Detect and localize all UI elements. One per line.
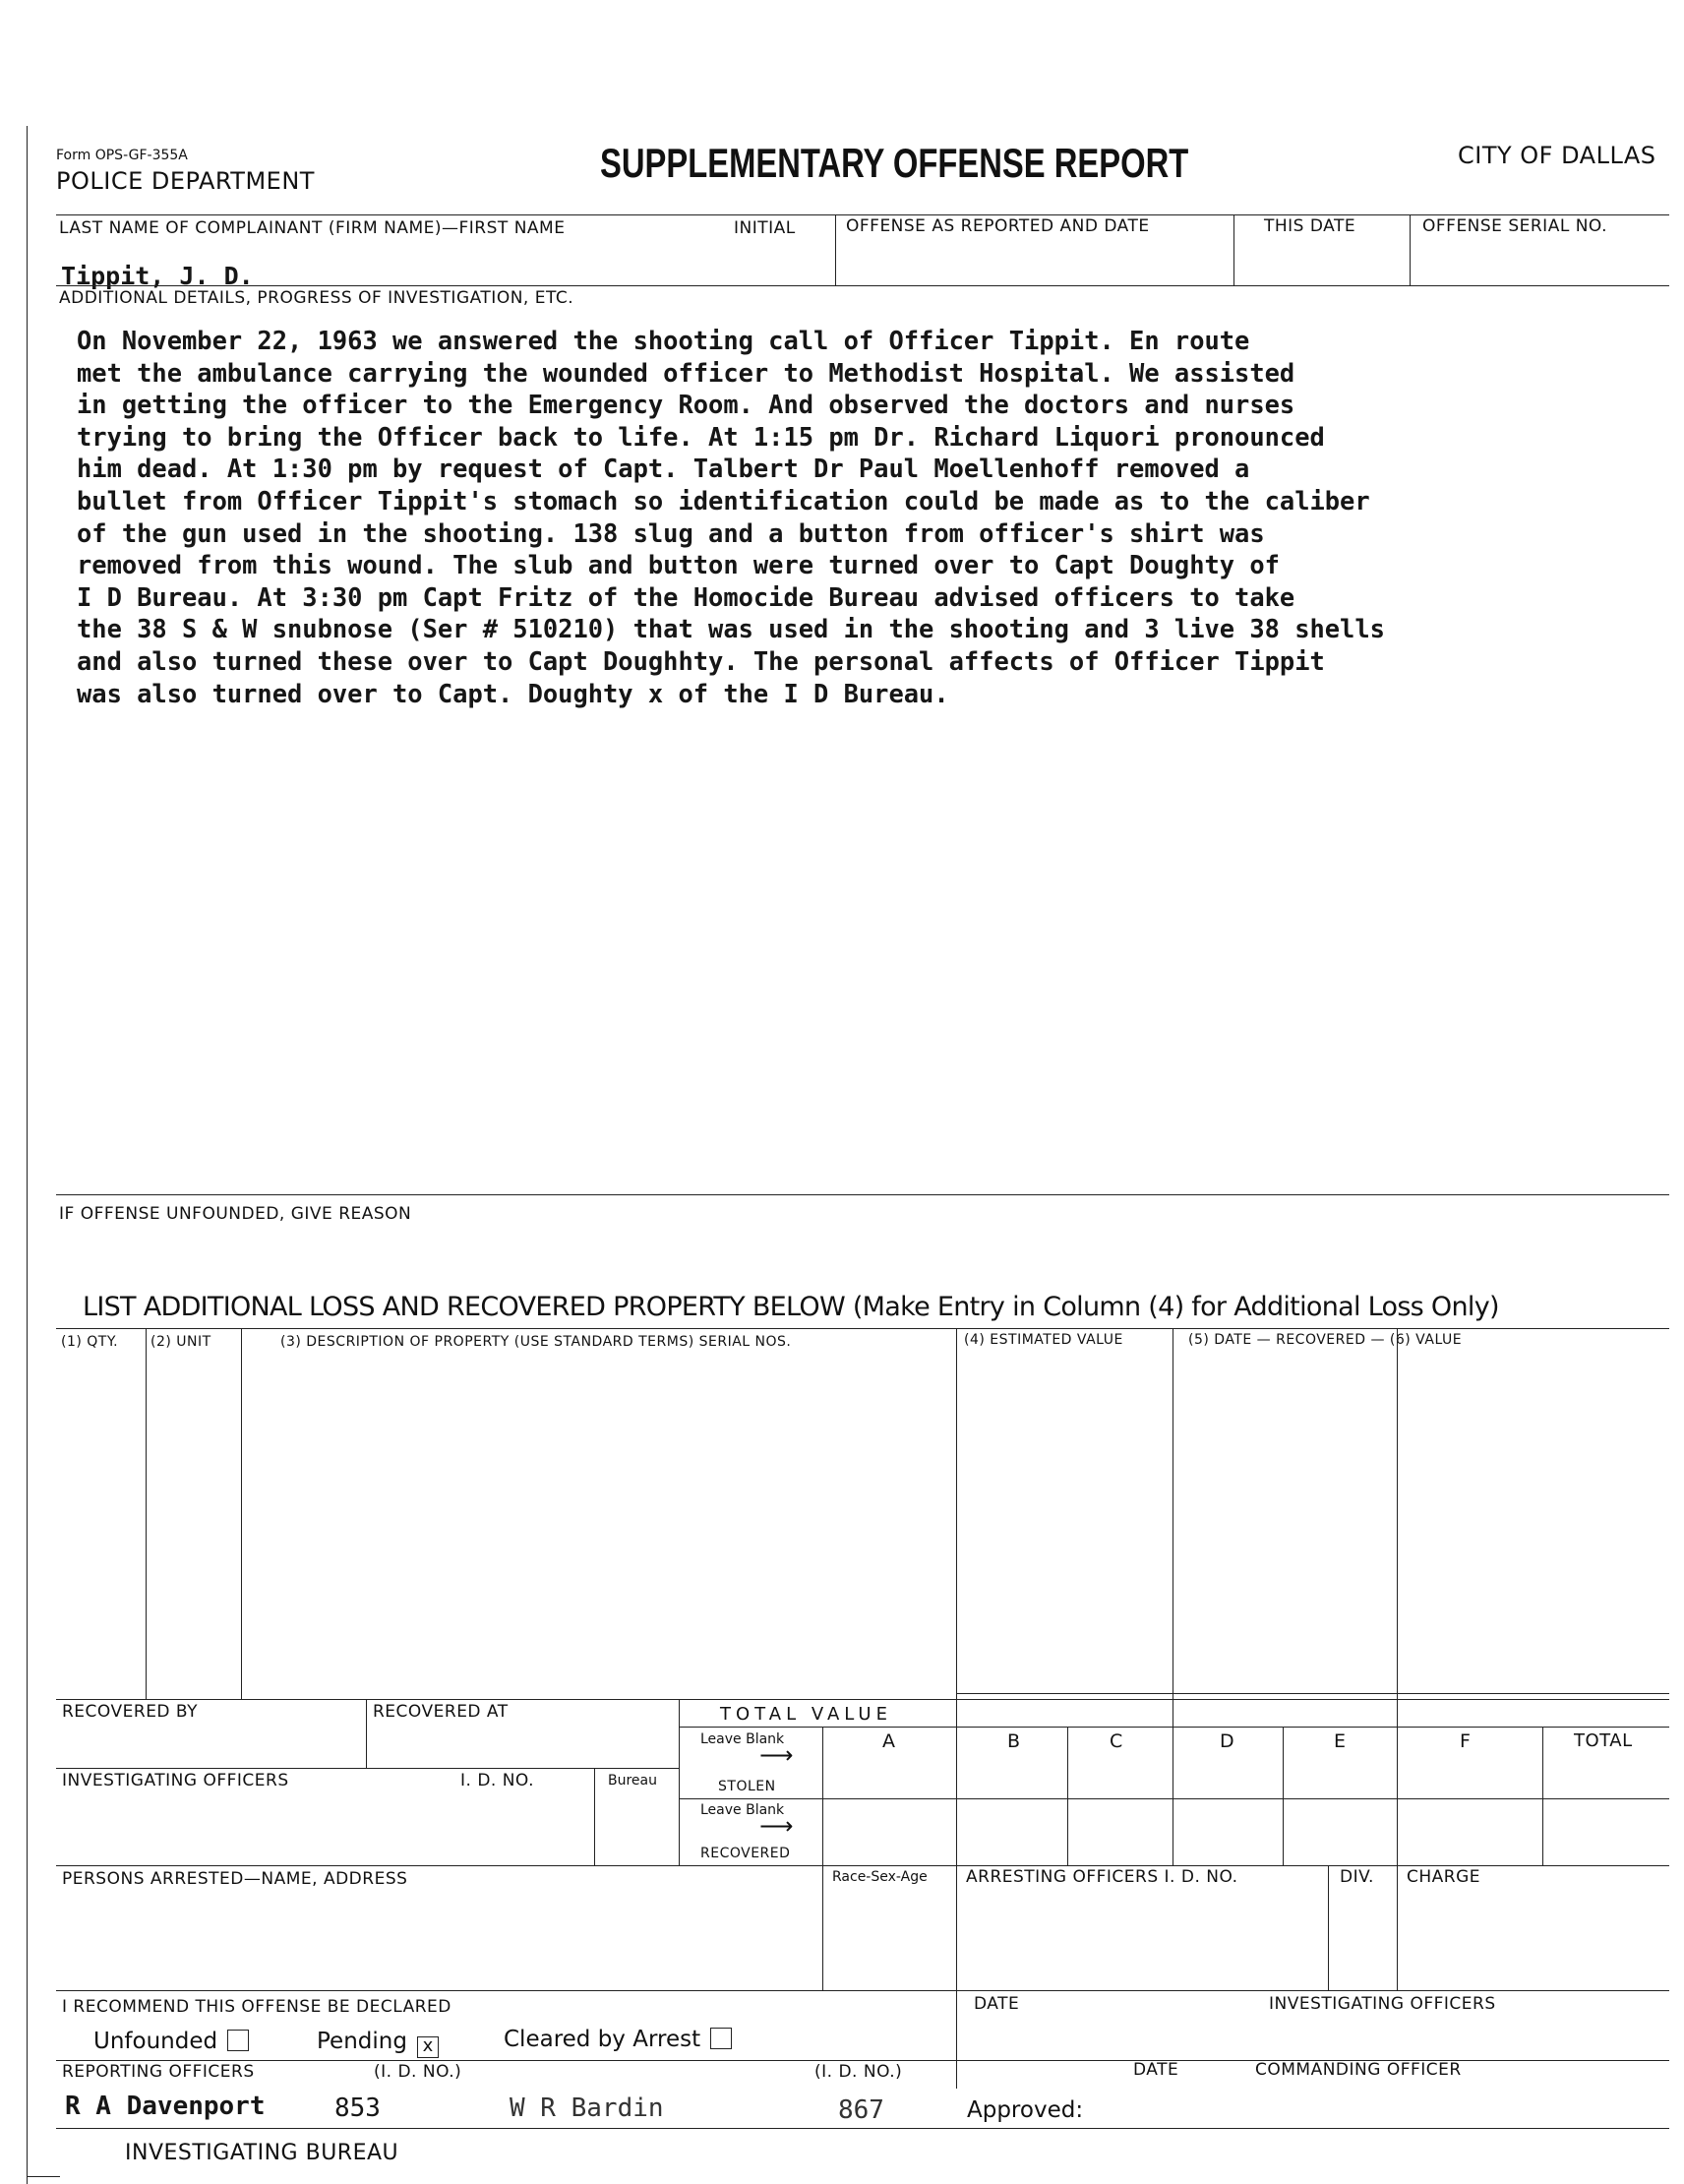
leave-blank-recovered: Leave Blank [700,1802,785,1818]
recovered-arrow: ⟶ [759,1812,794,1840]
recovered-by-label: RECOVERED BY [62,1702,199,1722]
narrative-line: of the gun used in the shooting. 138 slug and a button from officer's shirt was [77,517,1265,548]
stolen-arrow: ⟶ [759,1741,794,1769]
investigating-officers-label: INVESTIGATING OFFICERS [62,1771,289,1790]
pending-option[interactable] [317,2029,439,2058]
rule-rsa-left [822,1865,823,1990]
letter-a: A [882,1730,896,1752]
rule-leftblock-right [679,1699,680,1865]
rule-property-bottom [56,1699,1669,1700]
rule-letter-ef [1397,1693,1398,1865]
narrative-line: I D Bureau. At 3:30 pm Capt Fritz of the Homocide Bureau advised officers to take [77,581,1295,612]
rule-col-unit [241,1328,242,1699]
recommend-inv-officers-label: INVESTIGATING OFFICERS [1269,1994,1496,2014]
cleared-checkbox[interactable] [710,2028,732,2049]
persons-arrested-label: PERSONS ARRESTED—NAME, ADDRESS [62,1869,408,1889]
rule-charge-left [1397,1865,1398,1990]
rule-recovered-split [366,1699,367,1768]
offense-label: OFFENSE AS REPORTED AND DATE [846,216,1150,236]
this-date-label: THIS DATE [1264,216,1356,236]
investigating-bureau-label: INVESTIGATING BUREAU [125,2141,399,2165]
rule-bureau-left [594,1768,595,1865]
id-no-label: I. D. NO. [460,1771,535,1790]
unfounded-option-label: Unfounded [93,2029,218,2054]
narrative-line: him dead. At 1:30 pm by request of Capt. Talbert Dr Paul Moellenhoff removed a [77,454,1250,484]
narrative-line: On November 22, 1963 we answered the shooting call of Officer Tippit. En route [77,326,1250,355]
complainant-value: Tippit, J. D. [61,262,254,290]
bureau-label: Bureau [608,1773,657,1789]
letter-total: TOTAL [1574,1730,1633,1751]
recommend-date-label: DATE [974,1994,1020,2014]
rule-property-top [56,1328,1669,1329]
reporting-id-1: 853 [334,2093,381,2123]
reporting-id2-label: (I. D. NO.) [814,2062,903,2082]
unfounded-option[interactable] [93,2029,249,2054]
col-qty-label: (1) QTY. [61,1334,119,1350]
rule-div-left [1328,1865,1329,1990]
reporting-id-2: 867 [838,2095,884,2125]
approved-label: Approved: [967,2097,1084,2123]
rule-footer-left [27,2176,60,2177]
narrative-line: the 38 S & W snubnose (Ser # 510210) that was used in the shooting and 3 live 38 shells [77,614,1385,644]
initial-label: INITIAL [734,218,796,238]
narrative-line: met the ambulance carrying the wounded officer to Methodist Hospital. We assisted [77,357,1295,388]
left-margin-rule [27,126,28,2184]
letter-d: D [1220,1730,1235,1752]
report-title: SUPPLEMENTARY OFFENSE REPORT [600,140,1189,186]
reporting-officer-2: W R Bardin [510,2093,664,2123]
recommend-label: I RECOMMEND THIS OFFENSE BE DECLARED [62,1997,451,2017]
arresting-officers-label: ARRESTING OFFICERS I. D. NO. [966,1867,1238,1887]
col-date-label: (5) DATE — RECOVERED — (6) VALUE [1188,1332,1463,1348]
rule-row1-top [56,214,1669,215]
city-label: CITY OF DALLAS [1458,142,1656,169]
details-narrative [77,325,1651,709]
rule-totals-sub [679,1727,956,1728]
narrative-line: bullet from Officer Tippit's stomach so identification could be made as to the caliber [77,485,1370,516]
rule-row1-bottom [56,285,1669,286]
unfounded-checkbox[interactable] [227,2030,249,2051]
rule-row1-v1 [835,214,836,285]
col-unit-label: (2) UNIT [150,1334,211,1350]
complainant-label: LAST NAME OF COMPLAINANT (FIRM NAME)—FIRST NAME [59,218,566,238]
rule-letter-ftotal [1542,1727,1543,1865]
rule-unfounded [56,1194,1669,1195]
cleared-option-label: Cleared by Arrest [504,2027,701,2052]
reporting-id1-label: (I. D. NO.) [374,2062,462,2082]
rule-stolen-row [679,1798,1669,1799]
reporting-date-label: DATE [1133,2060,1179,2080]
rule-row1-v2 [1233,214,1234,285]
rule-arresting-left [956,1865,957,2089]
rule-letter-de [1283,1727,1284,1865]
serial-label: OFFENSE SERIAL NO. [1422,216,1608,236]
col-est-label: (4) ESTIMATED VALUE [964,1332,1123,1348]
pending-option-label: Pending [317,2029,407,2054]
total-value-label: TOTAL VALUE [720,1704,892,1725]
cleared-option[interactable] [504,2027,732,2052]
rule-col-qty [146,1328,147,1699]
reporting-officer-1: R A Davenport [65,2092,266,2121]
rule-reporting-bottom [56,2128,1669,2129]
narrative-line: was also turned over to Capt. Doughty x of the I D Bureau. [77,678,949,708]
letter-f: F [1460,1730,1472,1752]
rule-letters-top [956,1727,1669,1728]
col-desc-label: (3) DESCRIPTION OF PROPERTY (USE STANDARD TERMS) SERIAL NOS. [280,1334,792,1350]
letter-e: E [1334,1730,1347,1752]
department-label: POLICE DEPARTMENT [56,167,315,195]
narrative-line: removed from this wound. The slub and button were turned over to Capt Doughty of [77,550,1280,580]
unfounded-label: IF OFFENSE UNFOUNDED, GIVE REASON [59,1204,412,1224]
charge-label: CHARGE [1407,1867,1481,1887]
letter-c: C [1110,1730,1123,1752]
form-number: Form OPS-GF-355A [56,148,188,163]
rule-col-desc [956,1328,957,1865]
narrative-line: and also turned these over to Capt Doughhty. The personal affects of Officer Tippit [77,645,1325,676]
div-label: DIV. [1340,1867,1374,1887]
rule-totals-bottom [56,1865,1669,1866]
rule-totals-header [956,1693,1669,1694]
rule-leaveblank-col [822,1727,823,1865]
recovered-label: RECOVERED [700,1846,791,1861]
details-label: ADDITIONAL DETAILS, PROGRESS OF INVESTIGATION, ETC. [59,288,574,308]
stolen-label: STOLEN [718,1779,776,1794]
race-sex-age-label: Race-Sex-Age [832,1869,928,1885]
rule-row1-v3 [1410,214,1411,285]
narrative-line: in getting the officer to the Emergency Room. And observed the doctors and nurses [77,390,1295,420]
commanding-officer-label: COMMANDING OFFICER [1255,2060,1462,2080]
rule-inv-officers-top [56,1768,679,1769]
property-heading: LIST ADDITIONAL LOSS AND RECOVERED PROPERTY BELOW (Make Entry in Column (4) for Additional Loss Only) [83,1292,1499,1322]
reporting-officers-label: REPORTING OFFICERS [62,2062,255,2082]
rule-letter-bc [1067,1727,1068,1865]
narrative-line: trying to bring the Officer back to life. At 1:15 pm Dr. Richard Liquori pronounced [77,421,1325,452]
recovered-at-label: RECOVERED AT [373,1702,509,1722]
pending-checkbox[interactable]: x [417,2036,439,2058]
leave-blank-stolen: Leave Blank [700,1731,785,1747]
letter-b: B [1007,1730,1021,1752]
rule-arrests-bottom [56,1990,1669,1991]
